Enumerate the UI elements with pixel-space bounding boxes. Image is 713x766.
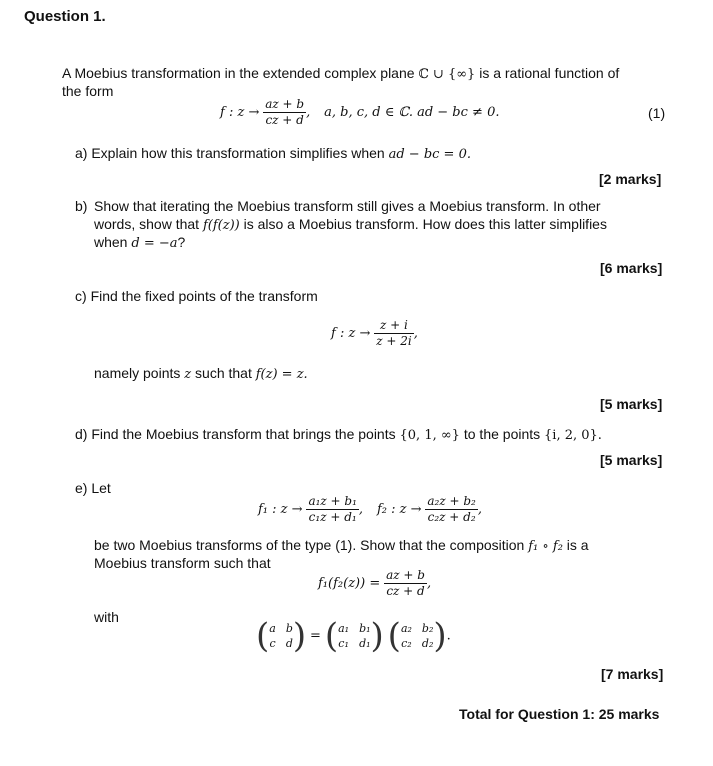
f2-denominator: c₂z + d₂	[425, 509, 477, 525]
part-b-line-1: Show that iterating the Moebius transform still gives a Moebius transform. In other	[94, 198, 601, 214]
part-b-math-1: f(f(z))	[202, 218, 240, 233]
part-c-tail-text-1: namely points	[94, 365, 181, 381]
part-d-label: d)	[75, 426, 88, 442]
total-marks: Total for Question 1: 25 marks	[459, 706, 660, 722]
part-b-marks: [6 marks]	[600, 260, 663, 276]
matrix-c1: c₁	[338, 637, 349, 650]
part-d-math-2: {i, 2, 0}.	[544, 428, 602, 443]
part-b-text-3b: ?	[177, 234, 186, 250]
part-e-marks: [7 marks]	[601, 666, 664, 682]
part-d-math-1: {0, 1, ∞}	[399, 428, 460, 443]
part-c-lhs: f : z →	[331, 326, 371, 342]
part-b-line-3	[94, 233, 185, 253]
part-b-text-2b: is also a Moebius transform. How does this latter simplifies	[243, 216, 607, 232]
f2-fraction	[425, 494, 477, 525]
matrix-f2	[401, 622, 433, 650]
part-c-tail-z: z	[184, 367, 192, 382]
part-c-tail-text-2: such that	[195, 365, 252, 381]
f1-lhs: f₁ : z →	[258, 502, 303, 518]
matrix-c: c	[269, 637, 276, 650]
part-d-marks: [5 marks]	[600, 452, 663, 468]
matrix-f1	[338, 622, 370, 650]
f1-denominator: c₁z + d₁	[306, 509, 358, 525]
matrix-b1: b₁	[359, 622, 371, 635]
part-c-text: Find the fixed points of the transform	[90, 288, 318, 304]
composition-numerator: az + b	[386, 568, 425, 582]
eq1-fraction	[263, 97, 306, 128]
matrix-d: d	[285, 637, 293, 650]
part-e-text-1b: is a	[566, 537, 589, 553]
composition-lhs: f₁(f₂(z)) =	[318, 576, 381, 592]
eq1-condition: a, b, c, d ∈ ℂ. ad − bc ≠ 0.	[324, 105, 500, 121]
matrix-c2: c₂	[401, 637, 412, 650]
part-e-line-2: Moebius transform such that	[94, 555, 271, 571]
part-a-text: Explain how this transformation simplifies when	[91, 145, 385, 161]
part-c	[75, 287, 318, 305]
question-title: Question 1.	[24, 8, 106, 25]
matrix-d2: d₂	[421, 637, 434, 650]
part-e-with: with	[94, 609, 119, 625]
composition-equation: f₁(f₂(z)) = $\frac{az + b}{cz + d}$ ,	[318, 568, 432, 598]
equation-number: (1)	[648, 105, 666, 121]
eq1-denominator: cz + d	[263, 112, 306, 128]
part-c-equation: f : z → $\frac{z + i}{z + 2i}$ ,	[331, 318, 418, 348]
part-e-definitions: f₁ : z → $\frac{\text{a₁z + b₁}}{\text{c₁z + d₁}}$ , f₂ : z → $\frac{\text{a₂z + b₂}}{\text{c₂z + d₂}}$ ,	[258, 494, 482, 524]
part-c-label: c)	[75, 288, 87, 304]
part-a	[75, 144, 471, 164]
part-b-text-3a: when	[94, 234, 128, 250]
intro-text-1: A Moebius transformation in the extended complex plane	[62, 65, 415, 81]
intro-line-1	[62, 64, 619, 84]
composition-denominator: cz + d	[384, 583, 427, 599]
part-c-marks: [5 marks]	[600, 396, 663, 412]
f2-lhs: f₂ : z →	[376, 502, 422, 518]
part-e-let: Let	[91, 480, 111, 496]
matrix-a: a	[269, 622, 276, 635]
f1-fraction	[306, 494, 358, 525]
part-d-text-2: to the points	[463, 426, 541, 442]
eq1-lhs: f : z →	[220, 105, 260, 121]
equation-1: f : z → $\frac{az + b}{cz + d}$ , a, b, c, d ∈ ℂ. ad − bc ≠ 0.	[220, 97, 500, 127]
part-e-heading	[75, 479, 111, 497]
part-e-composition: f₁ ∘ f₂	[528, 539, 563, 554]
part-c-tail-math: f(z) = z.	[255, 367, 308, 382]
composition-fraction	[384, 568, 427, 599]
part-b-math-2: d = −a	[131, 236, 178, 251]
f2-numerator: a₂z + b₂	[427, 494, 476, 508]
part-b-label: b)	[75, 198, 88, 214]
part-b-text-2a: words, show that	[94, 216, 200, 232]
part-d-text-1: Find the Moebius transform that brings the points	[91, 426, 396, 442]
part-c-tail	[94, 364, 308, 384]
part-c-denominator: z + 2i	[376, 334, 412, 348]
matrix-b: b	[285, 622, 293, 635]
part-b-line-2	[94, 215, 607, 235]
part-e-line-1	[94, 536, 589, 556]
matrix-a1: a₁	[338, 622, 350, 635]
part-c-fraction	[374, 318, 413, 349]
part-a-label: a)	[75, 145, 88, 161]
part-a-math: ad − bc = 0.	[388, 147, 471, 162]
intro-line-2: the form	[62, 83, 114, 99]
f1-numerator: a₁z + b₁	[308, 494, 357, 508]
eq1-numerator: az + b	[265, 97, 305, 111]
part-d	[75, 425, 602, 445]
matrix-d1: d₁	[359, 637, 371, 650]
extended-plane-math: ℂ ∪ {∞}	[418, 67, 476, 82]
part-e-text-1a: be two Moebius transforms of the type (1). Show that the composition	[94, 537, 525, 553]
part-c-numerator: z + i	[380, 318, 408, 332]
matrix-equation: ( a b c d ) = ( a₁ b₁ c₁ d₁ ) ( a₂ b₂ c₂ d₂ ).	[256, 616, 451, 656]
matrix-result	[269, 622, 293, 650]
matrix-b2: b₂	[421, 622, 434, 635]
matrix-a2: a₂	[400, 622, 412, 635]
part-a-marks: [2 marks]	[599, 171, 662, 187]
intro-text-1b: is a rational function of	[479, 65, 620, 81]
part-e-label: e)	[75, 480, 88, 496]
